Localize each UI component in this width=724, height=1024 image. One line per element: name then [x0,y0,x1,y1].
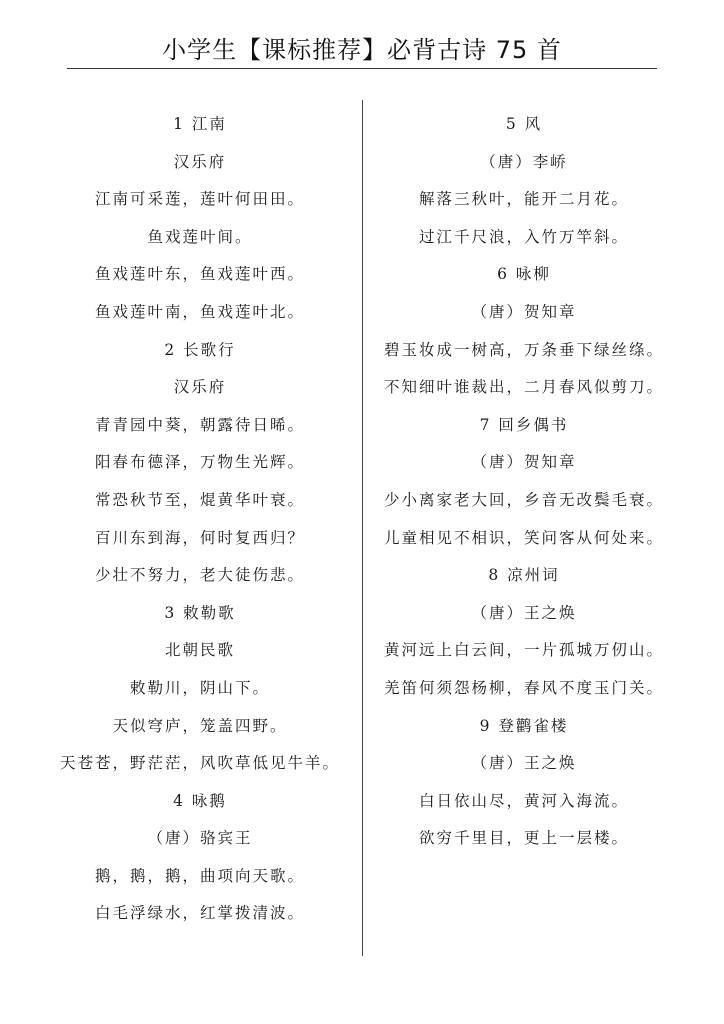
poem-line: 百川东到海，何时复西归？ [94,528,305,547]
poem-line: 鱼戏莲叶间。 [147,227,253,246]
poem-author: 汉乐府 [173,152,227,171]
poem-line: 儿童相见不相识，笑问客从何处来。 [383,528,664,547]
poem-line: 鱼戏莲叶东，鱼戏莲叶西。 [94,265,305,284]
page-title: 小学生【课标推荐】必背古诗 75 首 [162,36,562,64]
poem-line: 白日依山尽，黄河入海流。 [418,791,629,810]
poem-line: 鱼戏莲叶南，鱼戏莲叶北。 [94,302,305,321]
poem-title: 5 风 [505,115,543,133]
poem-line: 天苍苍，野茫茫，风吹草低见牛羊。 [59,754,340,773]
left-column [40,110,360,937]
poem-line: 黄河远上白云间，一片孤城万仞山。 [383,641,664,660]
poem-line: 少小离家老大回，乡音无改鬓毛衰。 [383,490,664,509]
poem-line: 不知细叶谁裁出，二月春风似剪刀。 [383,378,664,397]
poem-line: 青青园中葵，朝露待日晞。 [94,415,305,434]
poem-line: 解落三秋叶，能开二月花。 [418,190,629,209]
poem-author: （唐）李峤 [480,152,568,171]
right-column [364,110,684,862]
poem-author: （唐）贺知章 [471,302,577,321]
poem-author: （唐）贺知章 [471,453,577,472]
poem-author: （唐）王之焕 [471,754,577,773]
poem-line: 碧玉妆成一树高，万条垂下绿丝绦。 [383,340,664,359]
poem-author: （唐）王之焕 [471,603,577,622]
poem-title: 7 回乡偶书 [479,415,569,434]
poem-line: 少壮不努力，老大徒伤悲。 [94,566,305,585]
poem-author: 北朝民歌 [164,641,235,660]
title-rule [67,68,657,69]
poem-line: 过江千尺浪，入竹万竿斜。 [418,227,629,246]
poem-title: 8 凉州词 [488,566,560,585]
poem-line: 鹅，鹅，鹅，曲项向天歌。 [94,866,305,885]
poem-line: 天似穹庐，笼盖四野。 [112,716,288,735]
poem-line: 欲穷千里目，更上一层楼。 [418,829,629,848]
poem-title: 2 长歌行 [164,340,236,359]
poem-author: （唐）骆宾王 [147,829,253,848]
poem-line: 白毛浮绿水，红掌拨清波。 [94,904,305,923]
poem-line: 常恐秋节至，焜黄华叶衰。 [94,490,305,509]
poem-line: 江南可采莲，莲叶何田田。 [94,190,305,209]
poem-line: 阳春布德泽，万物生光辉。 [94,453,305,472]
poem-title: 4 咏鹅 [173,791,227,810]
poem-title: 1 江南 [173,115,227,133]
poem-author: 汉乐府 [173,378,227,397]
poem-line: 敕勒川，阴山下。 [129,678,270,697]
poem-line: 羌笛何须怨杨柳，春风不度玉门关。 [383,678,664,697]
poem-title: 6 咏柳 [497,265,551,284]
poem-title: 9 登鹳雀楼 [479,716,569,735]
poem-title: 3 敕勒歌 [164,603,236,622]
column-divider [362,100,363,956]
